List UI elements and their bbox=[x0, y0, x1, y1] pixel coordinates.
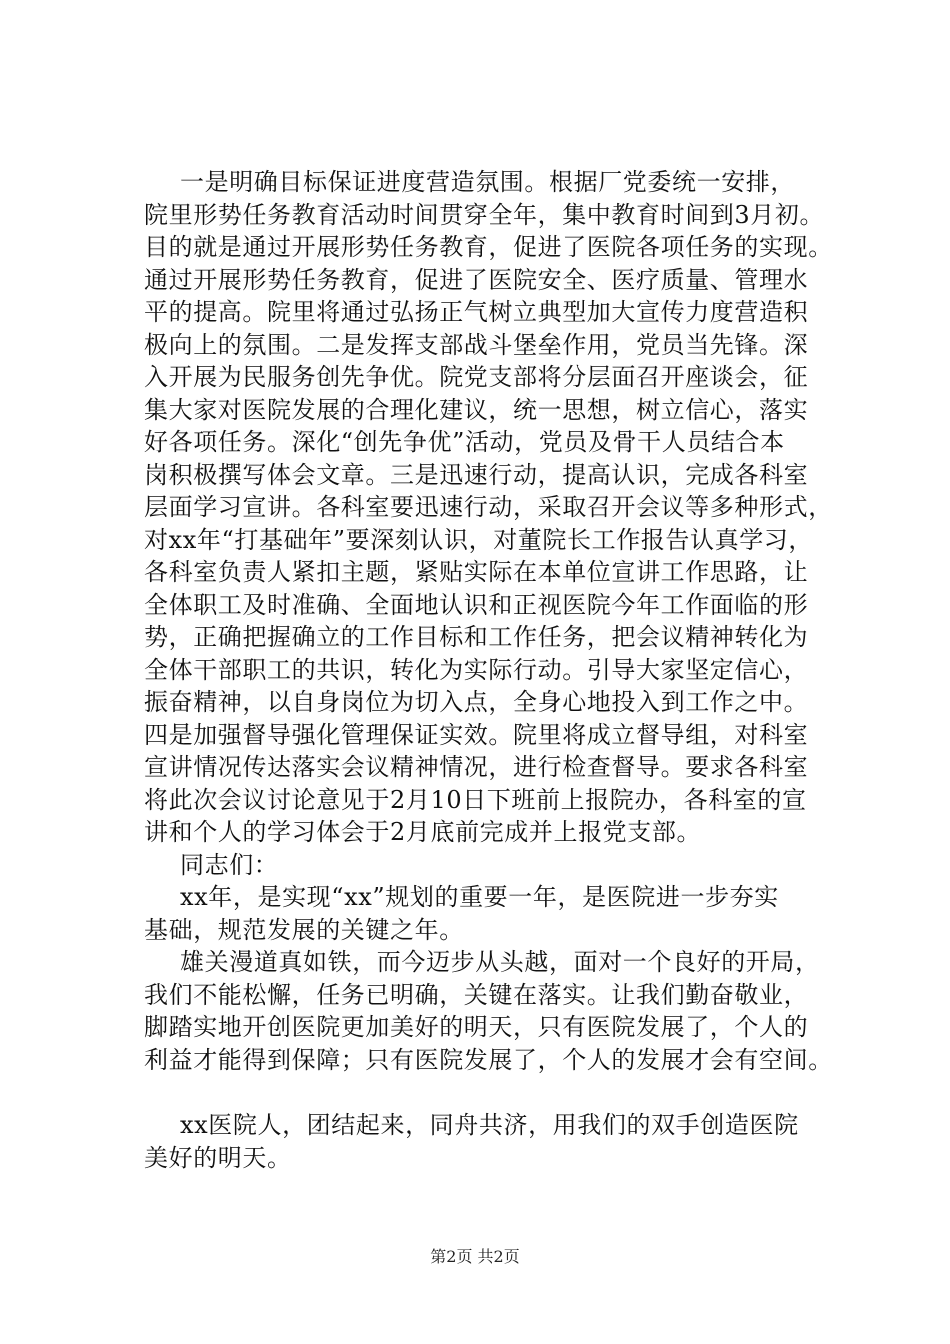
paragraph-line: 振奋精神，以自身岗位为切入点，全身心地投入到工作之中。 bbox=[144, 688, 809, 716]
paragraph-line: 通过开展形势任务教育，促进了医院安全、医疗质量、管理水 bbox=[144, 265, 809, 294]
paragraph-gap bbox=[144, 1076, 864, 1109]
paragraph-line: 对xx年“打基础年”要深刻认识，对董院长工作报告认真学习， bbox=[144, 525, 814, 554]
paragraph-line: xx医院人，团结起来，同舟共济，用我们的双手创造医院 bbox=[180, 1111, 799, 1139]
paragraph-line: 美好的明天。 bbox=[144, 1143, 292, 1172]
paragraph-line: 势，正确把握确立的工作目标和工作任务，把会议精神转化为 bbox=[144, 623, 809, 651]
paragraph-line: 入开展为民服务创先争优。院党支部将分层面召开座谈会，征 bbox=[144, 363, 809, 391]
salutation-line: 同志们： bbox=[180, 850, 279, 879]
document-body bbox=[144, 166, 864, 1174]
paragraph-line: 极向上的氛围。二是发挥支部战斗堡垒作用，党员当先锋。深 bbox=[144, 330, 809, 359]
paragraph-line: 平的提高。院里将通过弘扬正气树立典型加大宣传力度营造积 bbox=[144, 298, 809, 326]
paragraph-line: 全体干部职工的共识，转化为实际行动。引导大家坚定信心， bbox=[144, 655, 809, 684]
paragraph-line: 一是明确目标保证进度营造氛围。根据厂党委统一安排， bbox=[180, 168, 795, 196]
paragraph-line: 各科室负责人紧扣主题，紧贴实际在本单位宣讲工作思路，让 bbox=[144, 558, 809, 586]
paragraph-line: 集大家对医院发展的合理化建议，统一思想，树立信心，落实 bbox=[144, 395, 809, 424]
page-number-footer: 第2页 共2页 bbox=[430, 1247, 520, 1266]
paragraph-line: 全体职工及时准确、全面地认识和正视医院今年工作面临的形 bbox=[144, 590, 809, 619]
paragraph-line: 好各项任务。深化“创先争优”活动，党员及骨干人员结合本 bbox=[144, 428, 785, 456]
paragraph-line: 目的就是通过开展形势任务教育，促进了医院各项任务的实现。 bbox=[144, 233, 833, 261]
paragraph-line: 利益才能得到保障；只有医院发展了，个人的发展才会有空间。 bbox=[144, 1045, 833, 1074]
paragraph-line: 基础，规范发展的关键之年。 bbox=[144, 915, 464, 944]
paragraph-line: xx年，是实现“xx”规划的重要一年，是医院进一步夯实 bbox=[180, 883, 779, 911]
paragraph-line: 宣讲情况传达落实会议精神情况，进行检查督导。要求各科室 bbox=[144, 753, 809, 781]
paragraph-line: 我们不能松懈，任务已明确，关键在落实。让我们勤奋敬业， bbox=[144, 980, 809, 1009]
paragraph-line: 层面学习宣讲。各科室要迅速行动，采取召开会议等多种形式， bbox=[144, 493, 833, 521]
paragraph-line: 雄关漫道真如铁，而今迈步从头越，面对一个良好的开局， bbox=[180, 948, 820, 976]
paragraph-line: 院里形势任务教育活动时间贯穿全年，集中教育时间到3月初。 bbox=[144, 200, 825, 229]
paragraph-line: 脚踏实地开创医院更加美好的明天，只有医院发展了，个人的 bbox=[144, 1013, 809, 1041]
paragraph-line: 四是加强督导强化管理保证实效。院里将成立督导组，对科室 bbox=[144, 720, 809, 749]
paragraph-line: 岗积极撰写体会文章。三是迅速行动，提高认识，完成各科室 bbox=[144, 460, 809, 489]
paragraph-line: 讲和个人的学习体会于2月底前完成并上报党支部。 bbox=[144, 818, 702, 846]
paragraph-line: 将此次会议讨论意见于2月10日下班前上报院办，各科室的宣 bbox=[144, 785, 807, 814]
